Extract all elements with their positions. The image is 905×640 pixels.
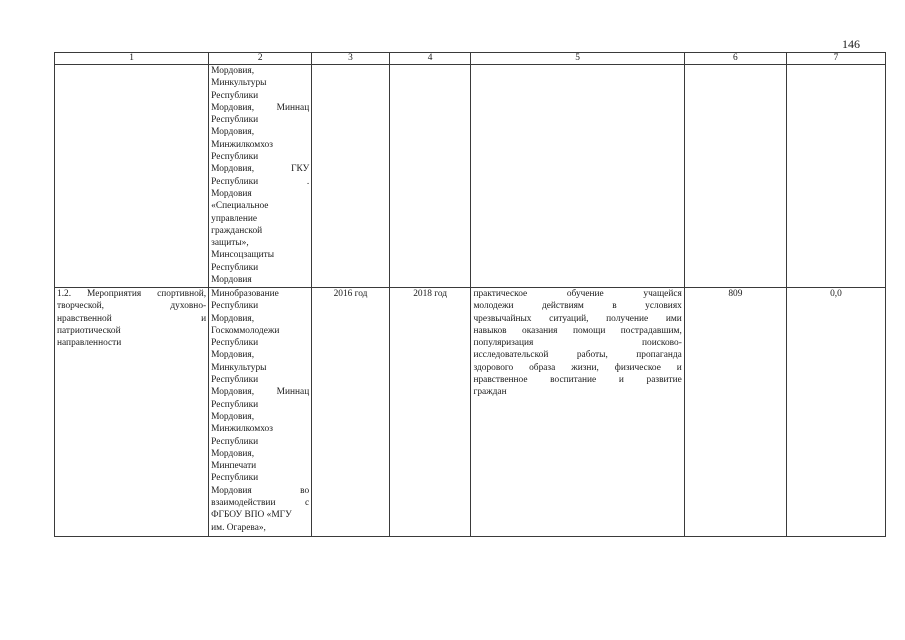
cell-executors	[209, 288, 312, 537]
result-line: исследовательской работы, пропаганда	[473, 350, 682, 361]
result-line: граждан	[473, 387, 507, 398]
executor-line: Республики	[211, 473, 259, 484]
executor-line: Мордовия	[211, 275, 252, 286]
column-header-1: 1	[55, 53, 209, 65]
executor-line: Минкультуры	[211, 78, 267, 89]
column-header-6: 6	[684, 53, 786, 65]
executor-line: Республики	[211, 90, 259, 101]
executor-line: Республики .	[211, 176, 310, 187]
executor-line: Мордовия,	[211, 448, 255, 459]
column-header-7: 7	[786, 53, 885, 65]
executor-line: Мордовия,	[211, 350, 255, 361]
table-row	[55, 288, 886, 537]
executor-line: Мордовия, Миннац	[211, 102, 310, 113]
page-number: 146	[842, 37, 860, 51]
activity-line: творческой, духовно-	[57, 301, 207, 312]
cell-result	[471, 65, 684, 288]
cell-executors	[209, 65, 312, 288]
executor-line: Минжилкомхоз	[211, 139, 273, 150]
cell-activity	[55, 65, 209, 288]
result-line: практическое обучение учащейся	[473, 289, 682, 299]
cell-amount: 0,0	[786, 288, 885, 537]
column-header-4: 4	[389, 53, 471, 65]
executor-line: Мордовия,	[211, 411, 255, 422]
result-line: нравственное воспитание и развитие	[473, 375, 682, 386]
program-table	[54, 52, 886, 537]
executor-line: им. Огарева»,	[211, 522, 266, 533]
executor-line: Мордовия,	[211, 127, 255, 138]
executor-line: Минкультуры	[211, 362, 267, 373]
executor-line: Республики	[211, 262, 259, 273]
cell-code	[684, 65, 786, 288]
executor-line: ФГБОУ ВПО «МГУ	[211, 510, 292, 521]
executor-line: Республики	[211, 301, 259, 312]
column-header-2: 2	[209, 53, 312, 65]
result-line: популяризация поисково-	[473, 338, 682, 349]
executor-line: «Специальное	[211, 201, 269, 212]
executor-line: Республики	[211, 436, 259, 447]
column-header-5: 5	[471, 53, 684, 65]
table-row	[55, 65, 886, 288]
executor-line: гражданской	[211, 225, 263, 236]
cell-end-year: 2018 год	[389, 288, 471, 537]
executor-line: Республики	[211, 115, 259, 126]
result-line: здорового образа жизни, физическое и	[473, 362, 682, 373]
executor-line: Мордовия,	[211, 66, 255, 76]
cell-activity	[55, 288, 209, 537]
executor-line: Республики	[211, 338, 259, 349]
header-row	[55, 53, 886, 65]
activity-line: нравственной и	[57, 313, 207, 324]
executor-line: Мордовия	[211, 188, 252, 199]
executor-line: Республики	[211, 375, 259, 386]
executor-line: Мордовия во	[211, 485, 310, 496]
executor-line: Мордовия, Миннац	[211, 387, 310, 398]
result-line: молодежи действиям в условиях	[473, 301, 682, 312]
executor-line: защиты»,	[211, 238, 249, 249]
activity-line: патриотической	[57, 325, 121, 336]
executor-line: Мордовия,	[211, 313, 255, 324]
cell-amount	[786, 65, 885, 288]
activity-line: 1.2. Мероприятия спортивной,	[57, 289, 207, 299]
executor-line: Минпечати	[211, 461, 257, 472]
executor-line: Республики	[211, 152, 259, 163]
executor-line: Минжилкомхоз	[211, 424, 273, 435]
result-line: чрезвычайных ситуаций, получение ими	[473, 313, 682, 324]
executor-line: Минобразование	[211, 289, 279, 299]
column-header-3: 3	[312, 53, 390, 65]
result-line: навыков оказания помощи пострадавшим,	[473, 325, 682, 336]
activity-line: направленности	[57, 338, 122, 349]
executor-line: Мордовия, ГКУ	[211, 164, 310, 175]
executor-line: Минсоцзащиты	[211, 250, 274, 261]
cell-start-year	[312, 65, 390, 288]
cell-result	[471, 288, 684, 537]
executor-line: Республики	[211, 399, 259, 410]
executor-line: Госкоммолодежи	[211, 325, 280, 336]
cell-start-year: 2016 год	[312, 288, 390, 537]
cell-code: 809	[684, 288, 786, 537]
executor-line: управление	[211, 213, 258, 224]
cell-end-year	[389, 65, 471, 288]
executor-line: взаимодействии с	[211, 498, 310, 509]
